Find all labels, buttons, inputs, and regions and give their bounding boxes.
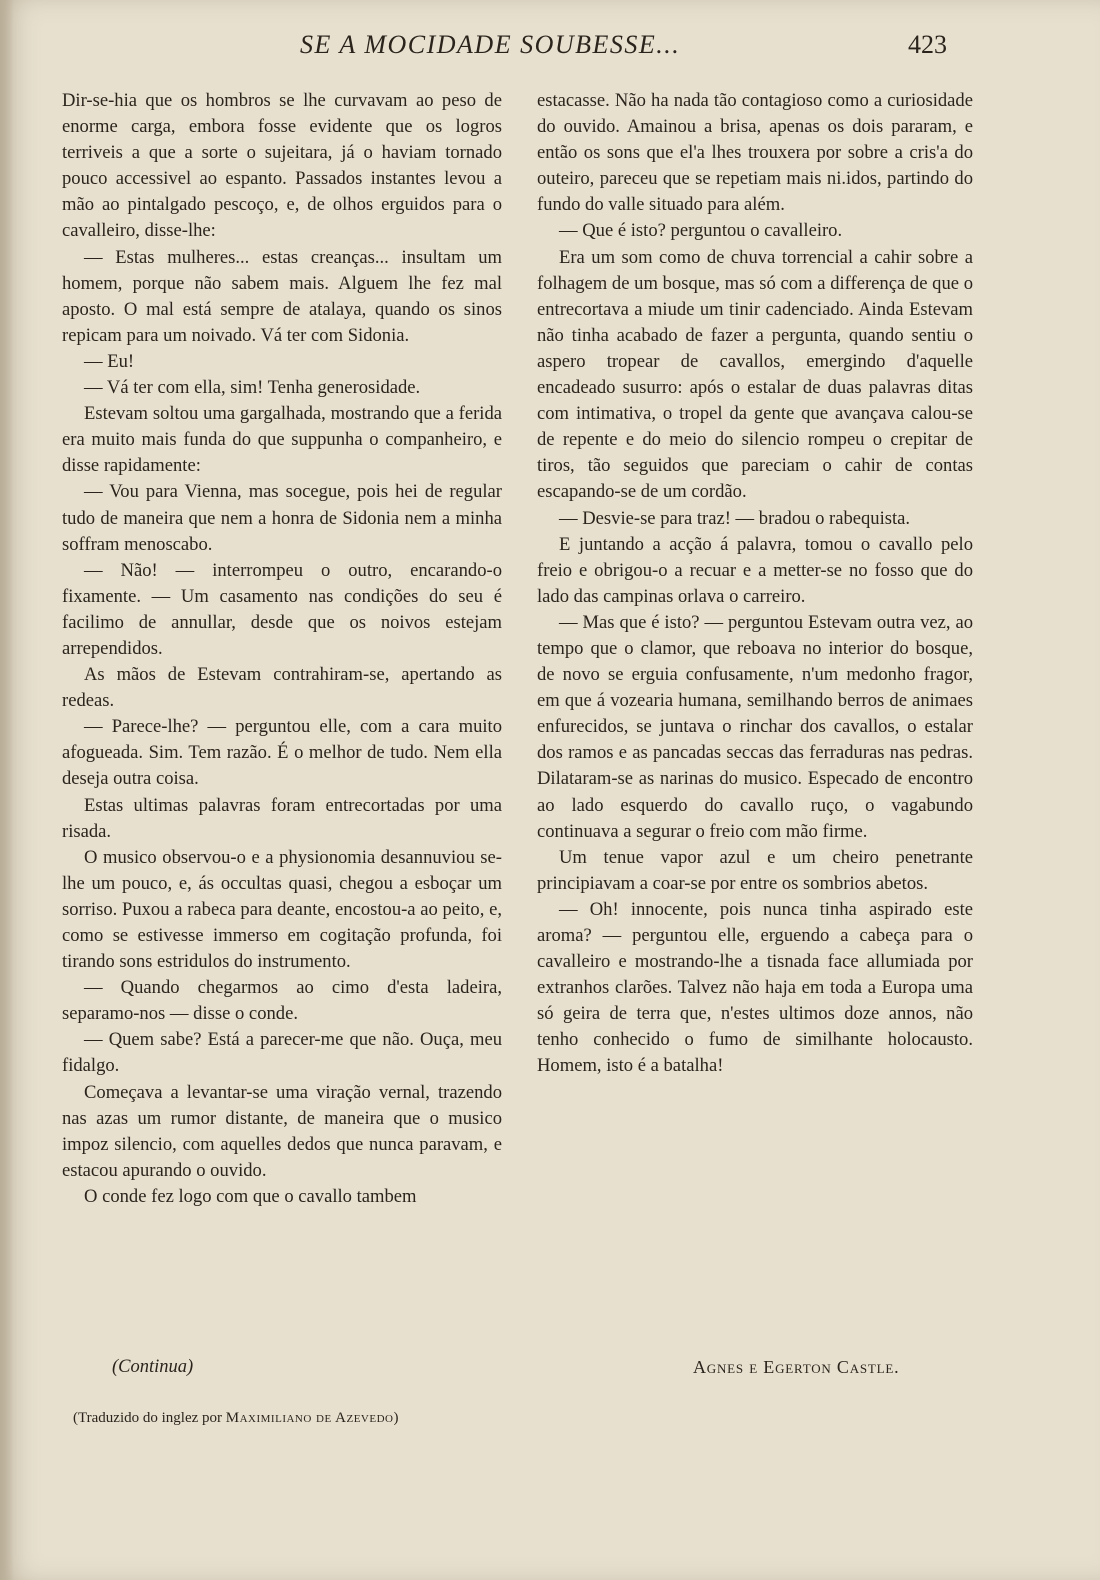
paragraph: — Não! — interrompeu o outro, encarando-o fixamente. — Um casamento nas condições do seu é facilimo de annullar, desde que os noivos estejam arrependidos. [62, 559, 502, 659]
paragraph: Dir-se-hia que os hombros se lhe curvavam ao peso de enorme carga, embora fosse evidente que os logros terriveis a que a sorte o sujeitara, já o haviam tornado pouco accessivel ao espanto. Passados instantes levou a mão ao pintalgado pescoço, e, de olhos erguidos para o cavalleiro, disse-lhe: [62, 90, 502, 242]
paragraph: Começava a levantar-se uma viração vernal, trazendo nas azas um rumor distante, de maneira que o musico impoz silencio, com aquelles dedos que nunca paravam, e estacou apurando o ouvido. [62, 1081, 502, 1181]
paragraph: — Desvie-se para traz! — bradou o rabequista. [559, 507, 911, 529]
page-number: 423 [908, 30, 947, 59]
left-column [62, 88, 502, 1210]
paragraph: — Eu! [84, 350, 135, 372]
translation-credit [73, 1410, 398, 1427]
page-gutter-shadow [0, 0, 14, 1580]
paragraph: — Mas que é isto? — perguntou Estevam outra vez, ao tempo que o clamor, que reboava no interior do bosque, de novo se erguia confusamente, n'um medonho fragor, em que á vozearia humana, semilhando berros de animaes enfurecidos, se juntava o rinchar dos cavallos, o estalar dos ramos e as pancadas seccas das ferraduras nas pedras. Dilataram-se as narinas do musico. Especado de encontro ao lado esquerdo do cavallo ruço, o vagabundo continuava a segurar o freio com mão firme. [537, 611, 973, 842]
paragraph: E juntando a acção á palavra, tomou o cavallo pelo freio e obrigou-o a recuar e a metter-se no fosso que do lado das campinas orlava o carreiro. [537, 533, 973, 607]
paragraph: As mãos de Estevam contrahiram-se, apertando as redeas. [62, 664, 502, 712]
paragraph: — Quando chegarmos ao cimo d'esta ladeira, separamo-nos — disse o conde. [62, 977, 502, 1025]
paragraph: — Que é isto? perguntou o cavalleiro. [559, 220, 843, 242]
paragraph: Era um som como de chuva torrencial a cahir sobre a folhagem de um bosque, mas só com a differença de que o entrecortava a miude um tinir cadenciado. Ainda Estevam não tinha acabado de fazer a pergunta, quando sentiu o aspero tropear de cavallos, emergindo d'aquelle encadeado susurro: após o estalar de duas palavras ditas com intimativa, o tropel da gente que avançava calou-se de repente e do meio do silencio rompeu o crepitar de tiros, tão seguidos que pareciam o cahir de contas escapando-se de um cordão. [537, 246, 973, 503]
translator-name: Maximiliano de Azevedo [225, 1410, 394, 1426]
credit-prefix: (Traduzido do inglez por [73, 1410, 226, 1426]
paragraph: estacasse. Não ha nada tão contagioso como a curiosidade do ouvido. Amainou a brisa, apenas os dois pararam, e então os sons que el'a lhes trouxera por sobre a cris'a do outeiro, pareceu que se repetiam mais ni.idos, partindo do fundo do valle situado para além. [537, 90, 973, 216]
paragraph: — Quem sabe? Está a parecer-me que não. Ouça, meu fidalgo. [62, 1029, 502, 1077]
paragraph: — Oh! innocente, pois nunca tinha aspirado este aroma? — perguntou elle, erguendo a cabeça para o cavalleiro e mostrando-lhe a tisnada face allumiada por extranhos clarões. Talvez não haja em toda a Europa uma só geira de terra que, n'estes ultimos doze annos, não tenho conhecido o fumo de similhante holocausto. Homem, isto é a batalha! [537, 898, 973, 1077]
paragraph: — Vou para Vienna, mas socegue, pois hei de regular tudo de maneira que nem a honra de Sidonia nem a minha soffram menoscabo. [62, 481, 502, 555]
paragraph: Estas ultimas palavras foram entrecortadas por uma risada. [62, 794, 502, 842]
paragraph: O conde fez logo com que o cavallo tambem [84, 1185, 417, 1207]
paragraph: — Estas mulheres... estas creanças... insultam um homem, porque não sabem mais. Alguem lhe fez mal aposto. O mal está sempre de atalaya, quando os sinos repicam para um noivado. Vá ter com Sidonia. [62, 246, 502, 346]
paragraph: — Parece-lhe? — perguntou elle, com a cara muito afogueada. Sim. Tem razão. É o melhor de tudo. Nem ella deseja outra coisa. [62, 716, 502, 790]
running-title: SE A MOCIDADE SOUBESSE... [300, 30, 681, 59]
paragraph: — Vá ter com ella, sim! Tenha generosidade. [84, 377, 421, 399]
right-column [537, 88, 973, 1080]
paragraph: Um tenue vapor azul e um cheiro penetrante principiavam a coar-se por entre os sombrios abetos. [537, 846, 973, 894]
author-signature: Agnes e Egerton Castle. [693, 1357, 900, 1377]
paragraph: Estevam soltou uma gargalhada, mostrando que a ferida era muito mais funda do que suppunha o companheiro, e disse rapidamente: [62, 403, 502, 477]
continued-note: (Continua) [112, 1357, 194, 1377]
credit-suffix: ) [393, 1410, 399, 1426]
paragraph: O musico observou-o e a physionomia desannuviou se-lhe um pouco, e, ás occultas quasi, chegou a esboçar um sorriso. Puxou a rabeca para deante, encostou-a ao peito, e, como se estivesse immerso em cogitação profunda, foi tirando sons estridulos do instrumento. [62, 846, 502, 973]
